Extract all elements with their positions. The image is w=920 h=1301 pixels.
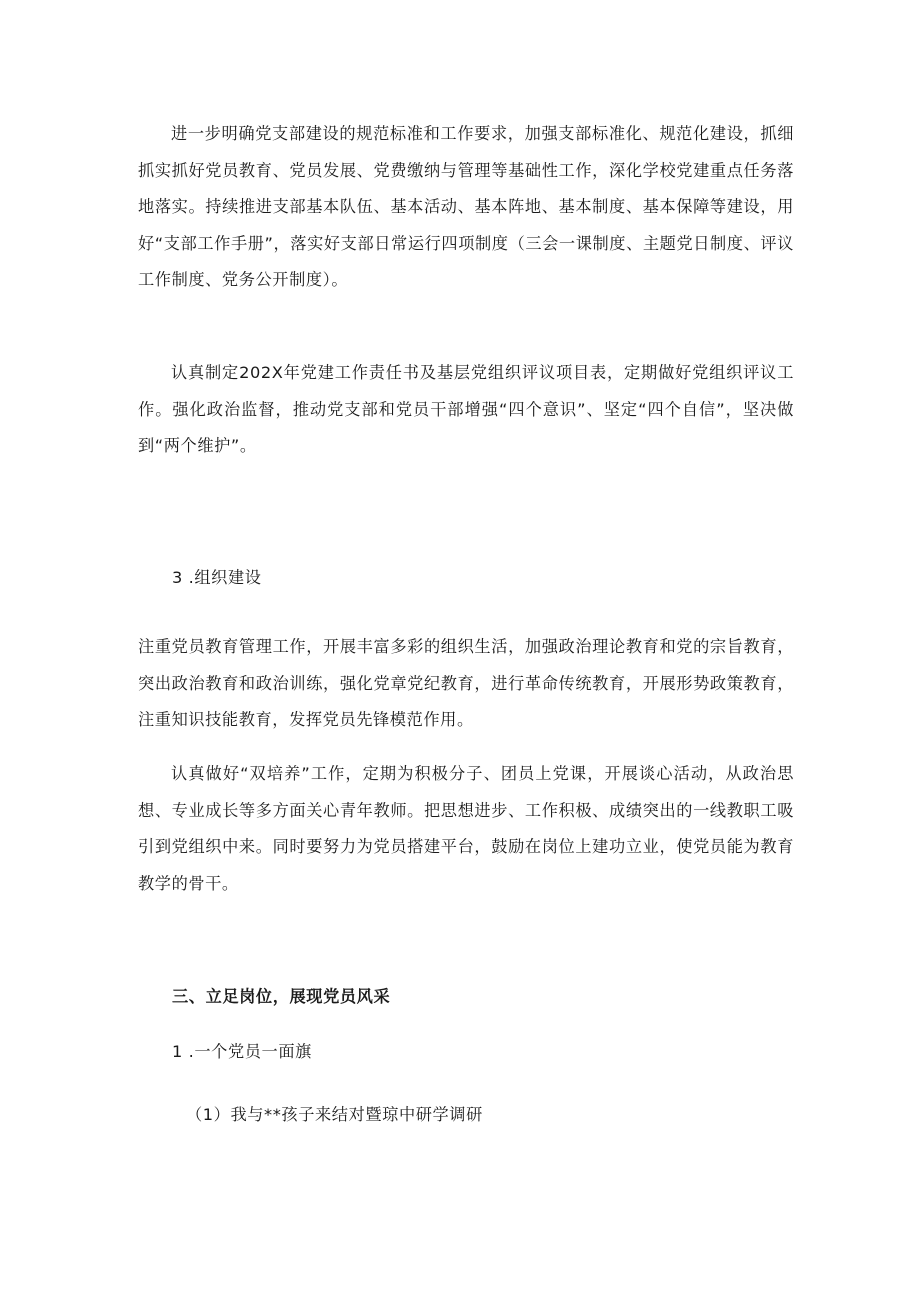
subheading-pairing-research: （1）我与**孩子来结对暨琼中研学调研: [186, 1105, 483, 1124]
paragraph-branch-standards: 进一步明确党支部建设的规范标准和工作要求，加强支部标准化、规范化建设，抓细抓实抓好党员教育、党员发展、党费缴纳与管理等基础性工作，深化学校党建重点任务落地落实。持续推进支部基本队伍、基本活动、基本阵地、基本制度、基本保障等建设，用好“支部工作手册”，落实好支部日常运行四项制度（三会一课制度、主题党日制度、评议工作制度、党务公开制度）。: [138, 124, 794, 290]
paragraph-member-education: 注重党员教育管理工作，开展丰富多彩的组织生活，加强政治理论教育和党的宗旨教育，突出政治教育和政治训练，强化党章党纪教育，进行革命传统教育，开展形势政策教育，注重知识技能教育，发挥党员先锋模范作用。: [138, 637, 794, 730]
heading-organization-building: 3 .组织建设: [172, 568, 262, 587]
paragraph-dual-cultivation: 认真做好“双培养”工作，定期为积极分子、团员上党课，开展谈心活动，从政治思想、专业成长等多方面关心青年教师。把思想进步、工作积极、成绩突出的一线教职工吸引到党组织中来。同时要努力为党员搭建平台，鼓励在岗位上建功立业，使党员能为教育教学的骨干。: [138, 764, 794, 893]
paragraph-responsibility-evaluation: 认真制定202X年党建工作责任书及基层党组织评议项目表，定期做好党组织评议工作。强化政治监督，推动党支部和党员干部增强“四个意识”、坚定“四个自信”，坚决做到“两个维护”。: [138, 363, 794, 456]
section-heading-three: 三、立足岗位，展现党员风采: [172, 987, 391, 1006]
heading-one-member-one-flag: 1 .一个党员一面旗: [172, 1042, 312, 1061]
